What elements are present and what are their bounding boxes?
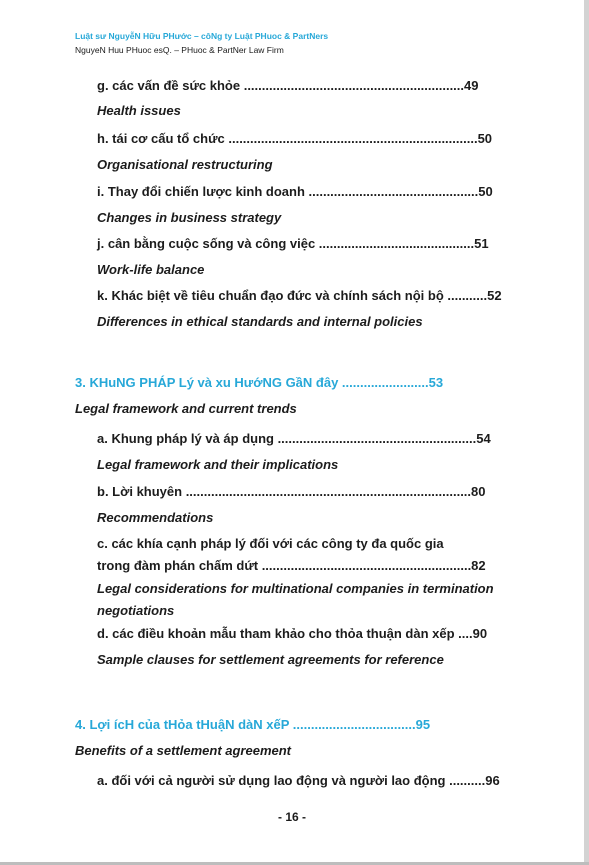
- toc-entry-k: k. Khác biệt về tiêu chuẩn đạo đức và chính sách nội bộ ...........52: [97, 288, 502, 303]
- header-author-vi: Luật sư NguyễN Hữu PHước – côNg ty Luật PHuoc & PartNers: [75, 31, 329, 41]
- viewer-background-right: [584, 0, 589, 865]
- toc-entry-c-line2: trong đàm phán chấm dứt ..........................................................82: [97, 558, 486, 573]
- toc-section-3: 3. KHuNG PHÁP Lý và xu HướNG GầN đây ........................53: [75, 375, 444, 390]
- toc-entry-g-en: Health issues: [97, 103, 181, 118]
- header-author-en: NguyeN Huu PHuoc esQ. – PHuoc & PartNer Law Firm: [75, 45, 284, 55]
- toc-entry-j: j. cân bằng cuộc sống và công việc ...........................................51: [97, 236, 489, 251]
- toc-entry-a-en: Legal framework and their implications: [97, 457, 339, 472]
- toc-entry-d: d. các điều khoản mẫu tham khảo cho thỏa thuận dàn xếp ....90: [97, 626, 488, 641]
- toc-entry-d-en: Sample clauses for settlement agreements for reference: [97, 652, 444, 667]
- toc-entry-a: a. Khung pháp lý và áp dụng .......................................................54: [97, 431, 491, 446]
- toc-entry-c-line1: c. các khía cạnh pháp lý đối với các công ty đa quốc gia: [97, 536, 444, 551]
- page-number: - 16 -: [277, 810, 306, 824]
- toc-entry-4a: a. đối với cả người sử dụng lao động và người lao động ..........96: [97, 773, 500, 788]
- toc-entry-b: b. Lời khuyên ...............................................................................80: [97, 484, 486, 499]
- toc-entry-h: h. tái cơ cấu tổ chức .....................................................................50: [97, 131, 493, 146]
- toc-entry-h-en: Organisational restructuring: [97, 157, 273, 172]
- toc-entry-i-en: Changes in business strategy: [97, 210, 282, 225]
- toc-entry-c-en-line1: Legal considerations for multinational companies in termination: [97, 581, 494, 596]
- toc-entry-c-en-line2: negotiations: [97, 603, 175, 618]
- toc-entry-b-en: Recommendations: [97, 510, 214, 525]
- toc-section-3-en: Legal framework and current trends: [75, 401, 297, 416]
- toc-entry-j-en: Work-life balance: [97, 262, 205, 277]
- toc-entry-k-en: Differences in ethical standards and internal policies: [97, 314, 423, 329]
- toc-section-4-en: Benefits of a settlement agreement: [75, 743, 292, 758]
- toc-entry-g: g. các vấn đề sức khỏe .............................................................49: [97, 78, 479, 93]
- toc-entry-i: i. Thay đổi chiến lược kinh doanh ...............................................50: [97, 184, 493, 199]
- toc-section-4: 4. Lợi ícH của tHỏa tHuậN dàN xếP ..................................95: [75, 717, 431, 732]
